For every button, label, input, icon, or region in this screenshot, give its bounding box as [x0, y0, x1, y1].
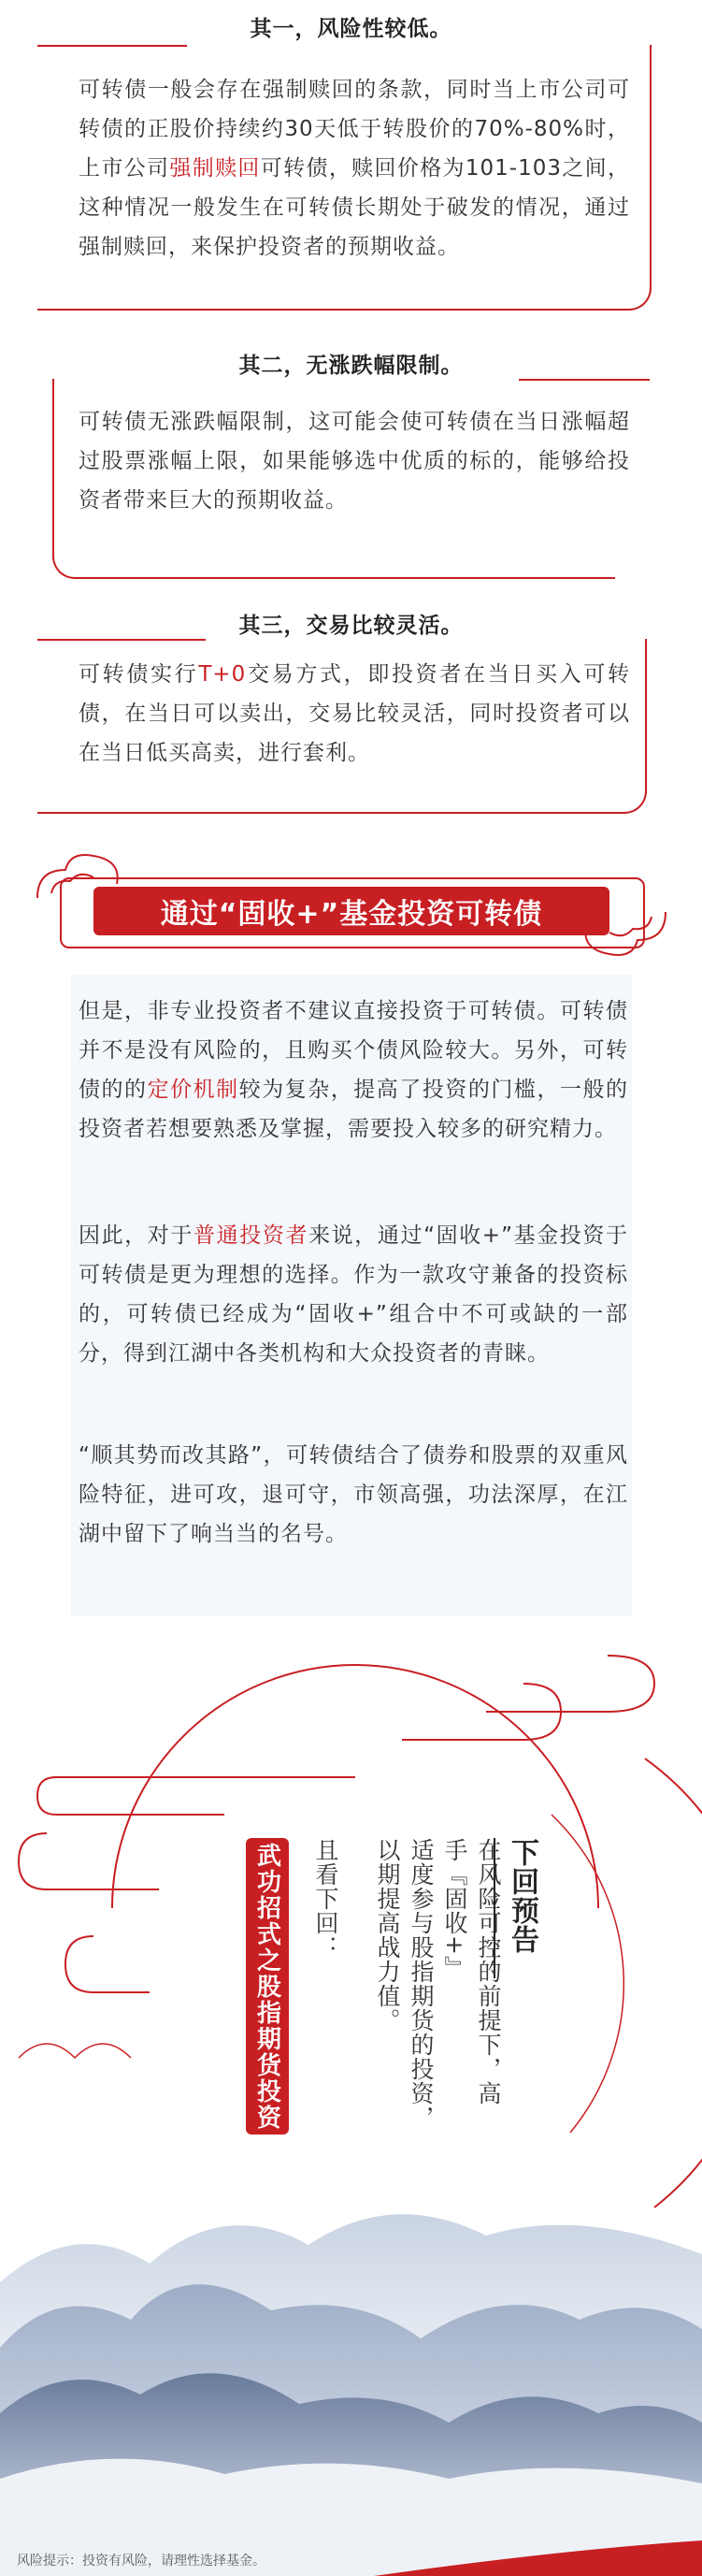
section1-text-b: 可转债，赎回价格为101-103之间，这种情况一般发生在可转债长期处于破发的情况，通过强制赎回，来保护投资者的预期收益。: [79, 156, 631, 259]
section2-heading: 其二，无涨跌幅限制。: [238, 354, 464, 378]
body-p1: [79, 991, 628, 1149]
section1-heading: 其一，风险性较低。: [250, 17, 452, 41]
banner-title: 通过“固收+”基金投资可转债: [93, 887, 609, 935]
preview-title: 下回预告: [506, 1838, 538, 1954]
preview-col3: 以期提高战力值。: [374, 1838, 401, 2033]
preview-col4: 且看下回：: [312, 1838, 339, 1960]
preview-tag: 武功招式之股指期货投资: [246, 1838, 289, 2135]
body-p1-b: 较为复杂，提高了投资的门槛，一般的投资者若想要熟悉及掌握，需要投入较多的研究精力。: [79, 1078, 629, 1141]
preview-col1: 在风险可控的前提下，高手『固收+』: [441, 1838, 502, 2106]
section3-text-b: 交易方式，即投资者在当日买入可转债，在当日可以卖出，交易比较灵活，同时投资者可以在当日低买高卖，进行套利。: [79, 662, 631, 765]
section2-text: 可转债无涨跌幅限制，这可能会使可转债在当日涨幅超过股票涨幅上限，如果能够选中优质的标的，能够给投资者带来巨大的预期收益。: [79, 410, 630, 513]
body-p2-a: 因此，对于: [79, 1223, 194, 1248]
section3-text: [79, 655, 630, 773]
footer-swoosh: [374, 2540, 702, 2576]
section3-heading: 其三，交易比较灵活。: [238, 614, 464, 638]
section1-highlight: 强制赎回: [169, 156, 261, 181]
section3-highlight: T+0: [198, 662, 247, 687]
body-p1-highlight: 定价机制: [147, 1078, 239, 1102]
body-p2-highlight: 普通投资者: [193, 1223, 309, 1248]
body-p3: “顺其势而改其路”，可转债结合了债券和股票的双重风险特征，进可攻，退可守，市领高强，功法深厚，在江湖中留下了响当当的名号。: [79, 1443, 628, 1546]
body-p1-a: 但是，非专业投资者不建议直接投资于可转债。可转债并不是没有风险的，且购买个债风险较大。另外，可转债的的: [79, 999, 628, 1102]
section1-text: [79, 70, 630, 267]
section3-text-a: 可转债实行: [79, 662, 199, 687]
footer-risk-text: 风险提示：投资有风险，请理性选择基金。: [17, 2554, 265, 2569]
body-p2-b: 来说，通过“固收+”基金投资于可转债是更为理想的选择。作为一款攻守兼备的投资标的，可转债已经成为“固收+”组合中不可或缺的一部分，得到江湖中各类机构和大众投资者的青睐。: [79, 1223, 629, 1366]
section1-bg: [56, 56, 631, 65]
section1-text-a: 可转债一般会存在强制赎回的条款，同时当上市公司可转债的正股价持续约30天低于转股价的70%-80%时，上市公司: [79, 78, 630, 181]
body-p2: [79, 1216, 628, 1373]
mountain-landscape: [0, 2105, 702, 2544]
preview-col2: 适度参与股指期货的投资，: [408, 1838, 435, 2130]
